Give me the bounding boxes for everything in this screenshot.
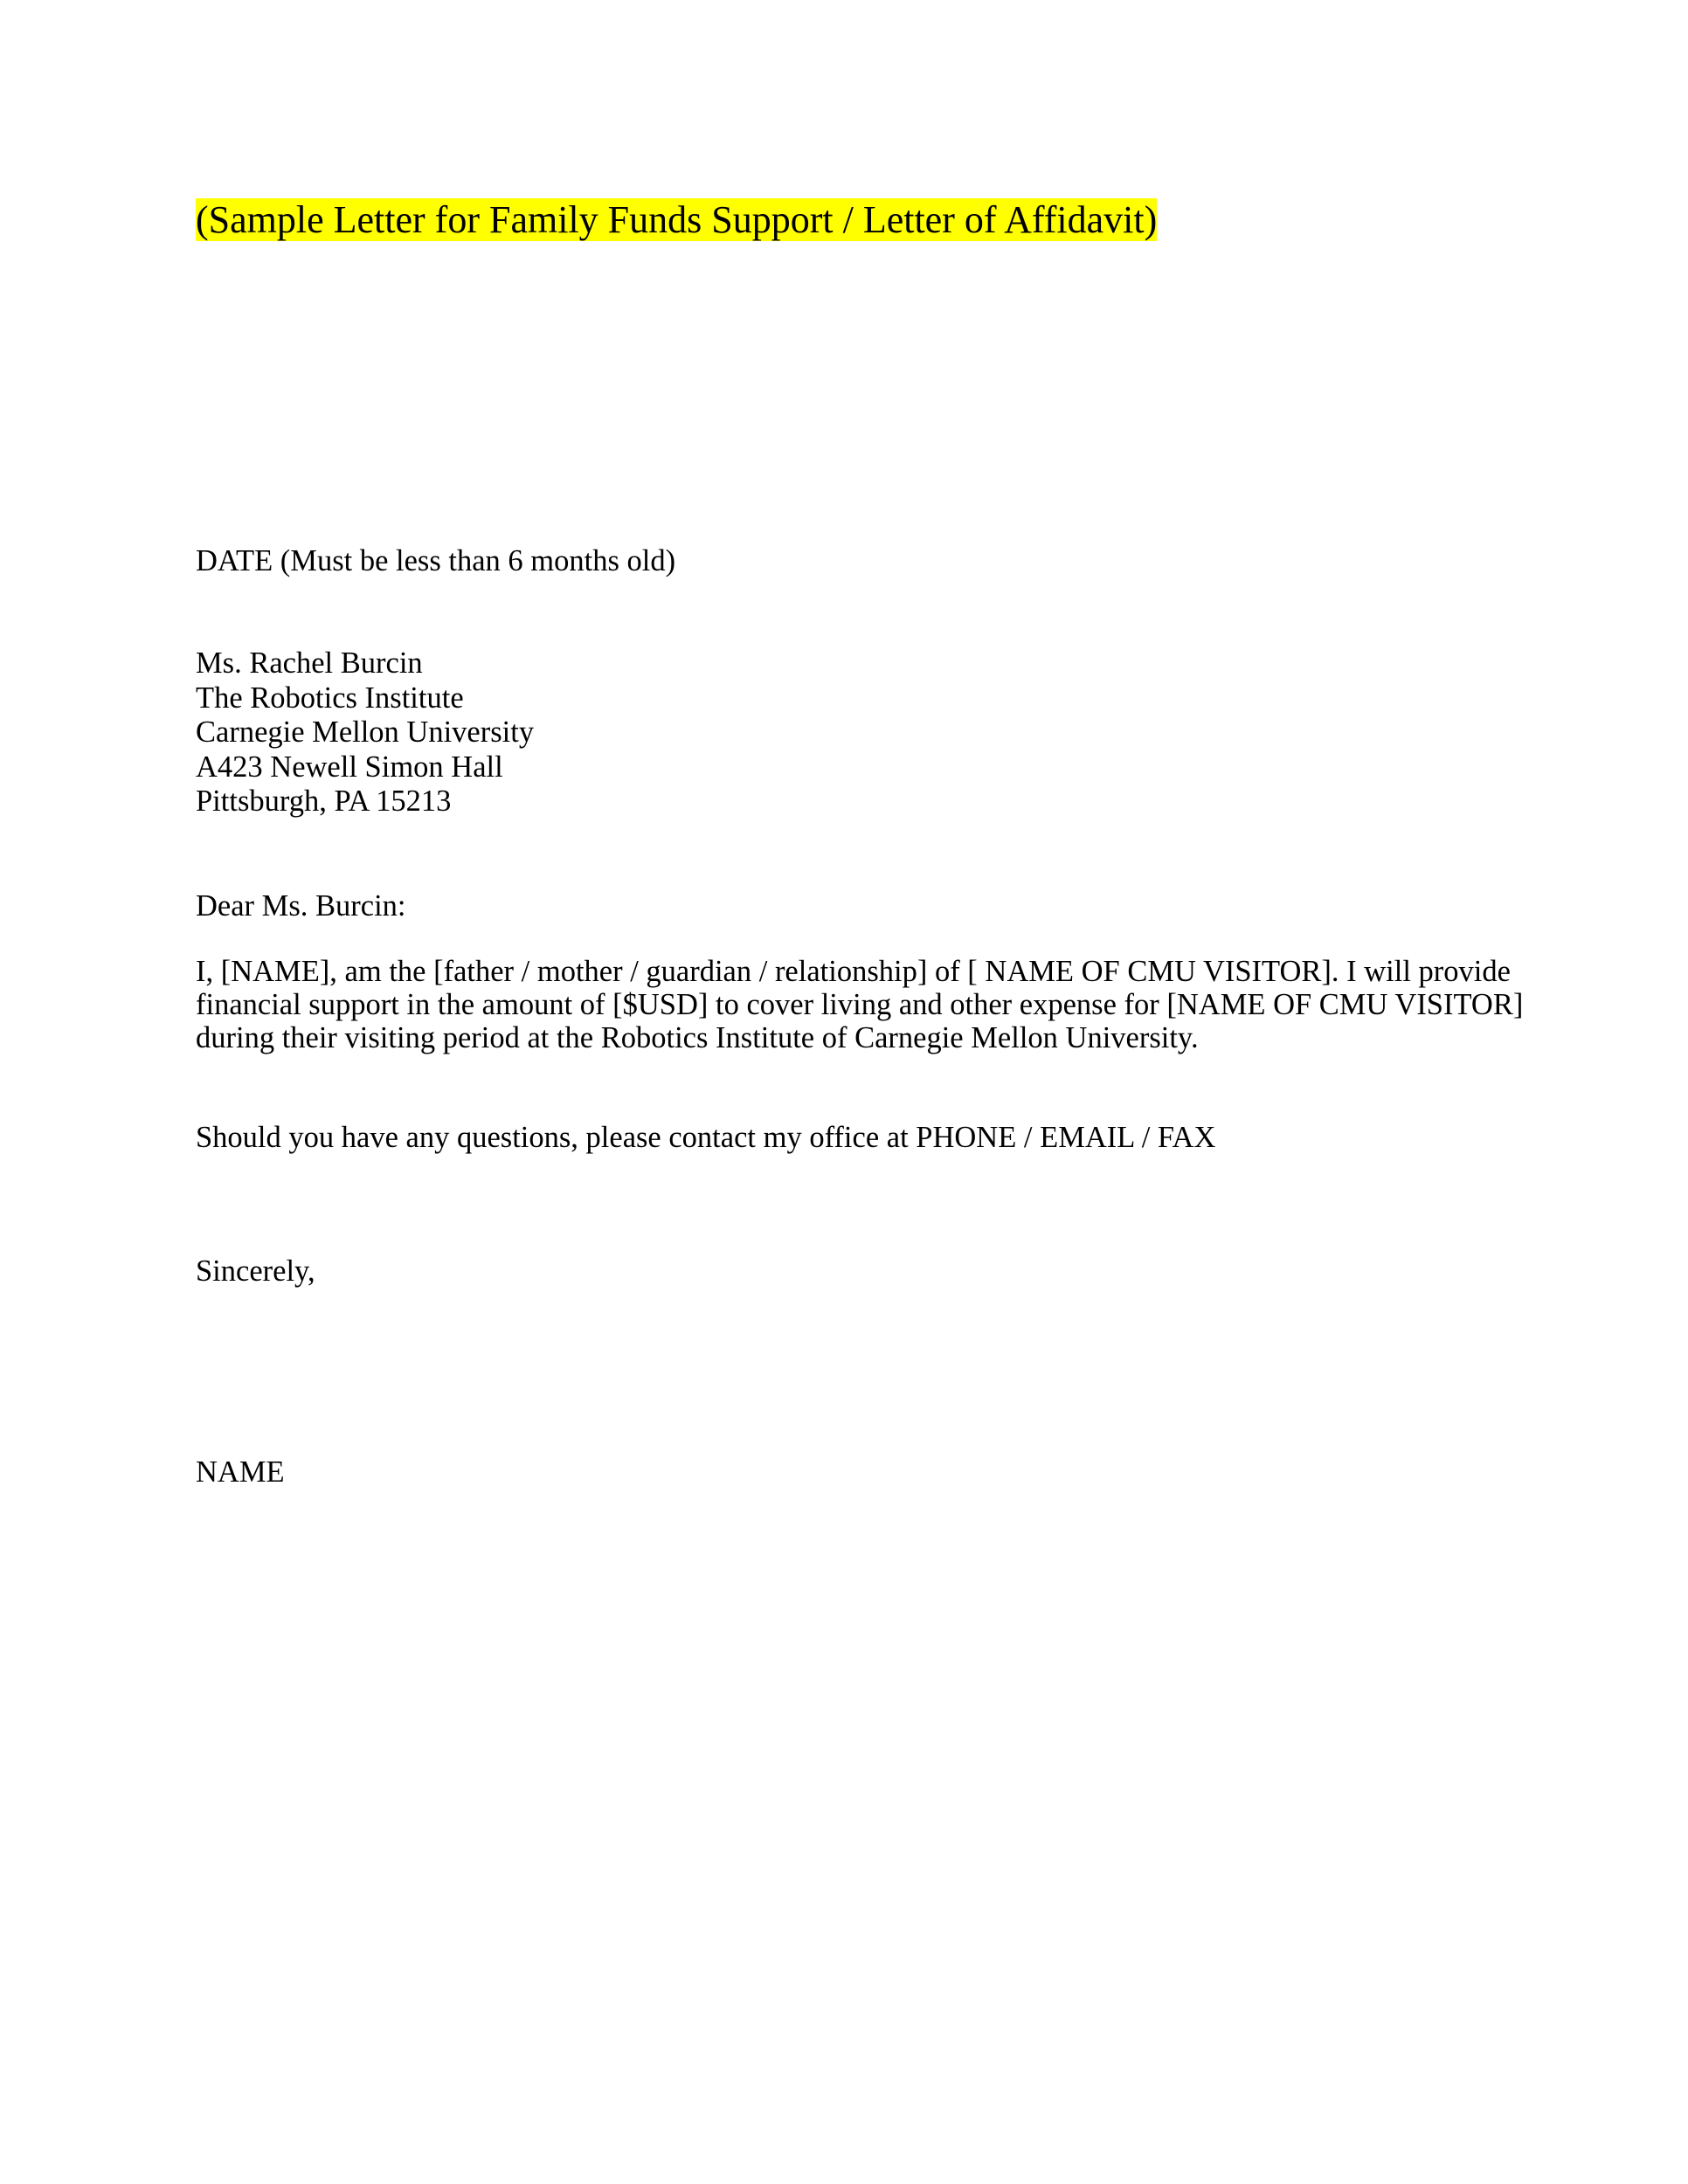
body-line: financial support in the amount of [$USD] to cover living and other expense for [NAME OF CMU VISITOR] [196,988,1524,1021]
recipient-name: Ms. Rachel Burcin [196,646,423,680]
title-highlight: (Sample Letter for Family Funds Support / Letter of Affidavit) [196,198,1158,241]
body-line: I, [NAME], am the [father / mother / guardian / relationship] of [ NAME OF CMU VISITOR]. I will provide [196,955,1511,988]
closing: Sincerely, [196,1254,315,1288]
contact-line: Should you have any questions, please contact my office at PHONE / EMAIL / FAX [196,1121,1216,1154]
date-line: DATE (Must be less than 6 months old) [196,544,676,577]
recipient-university: Carnegie Mellon University [196,715,535,749]
document-title [196,197,1157,242]
signature-name: NAME [196,1455,285,1489]
recipient-street: A423 Newell Simon Hall [196,750,503,784]
body-line: during their visiting period at the Robotics Institute of Carnegie Mellon University. [196,1021,1199,1054]
recipient-department: The Robotics Institute [196,681,464,715]
salutation: Dear Ms. Burcin: [196,889,406,923]
recipient-city: Pittsburgh, PA 15213 [196,784,452,818]
